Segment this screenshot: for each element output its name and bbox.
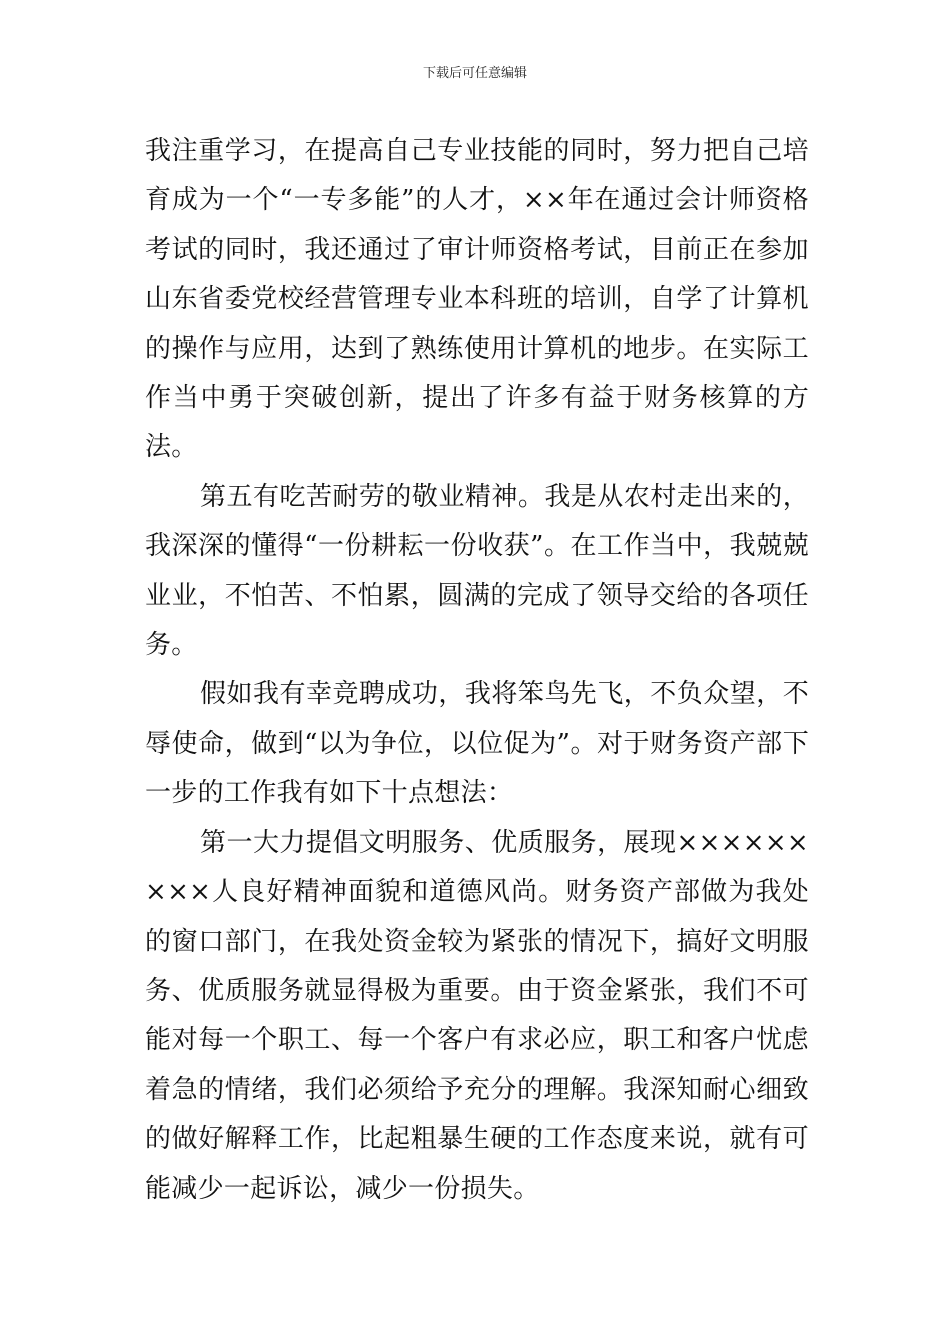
paragraph-dedication: 第五有吃苦耐劳的敬业精神。我是从农村走出来的，我深深的懂得“一份耕耘一份收获”。在工作当中，我兢兢业业，不怕苦、不怕累，圆满的完成了领导交给的各项任务。 <box>145 481 809 661</box>
document-body <box>145 127 809 1214</box>
paragraph-study: 我注重学习，在提高自己专业技能的同时，努力把自己培育成为一个“一专多能”的人才，××年在通过会计师资格考试的同时，我还通过了审计师资格考试，目前正在参加山东省委党校经营管理专业本科班的培训，自学了计算机的操作与应用，达到了熟练使用计算机的地步。在实际工作当中勇于突破创新，提出了许多有益于财务核算的方法。 <box>145 136 809 463</box>
paragraph-first-point: 第一大力提倡文明服务、优质服务，展现×××××××××人良好精神面貌和道德风尚。财务资产部做为我处的窗口部门，在我处资金较为紧张的情况下，搞好文明服务、优质服务就显得极为重要。由于资金紧张，我们不可能对每一个职工、每一个客户有求必应，职工和客户忧虑着急的情绪，我们必须给予充分的理解。我深知耐心细致的做好解释工作，比起粗暴生硬的工作态度来说，就有可能减少一起诉讼，减少一份损失。 <box>145 827 809 1204</box>
paragraph-if-successful: 假如我有幸竞聘成功，我将笨鸟先飞，不负众望，不辱使命，做到“以为争位，以位促为”。对于财务资产部下一步的工作我有如下十点想法： <box>145 679 809 809</box>
page-header: 下载后可任意编辑 <box>422 66 527 81</box>
